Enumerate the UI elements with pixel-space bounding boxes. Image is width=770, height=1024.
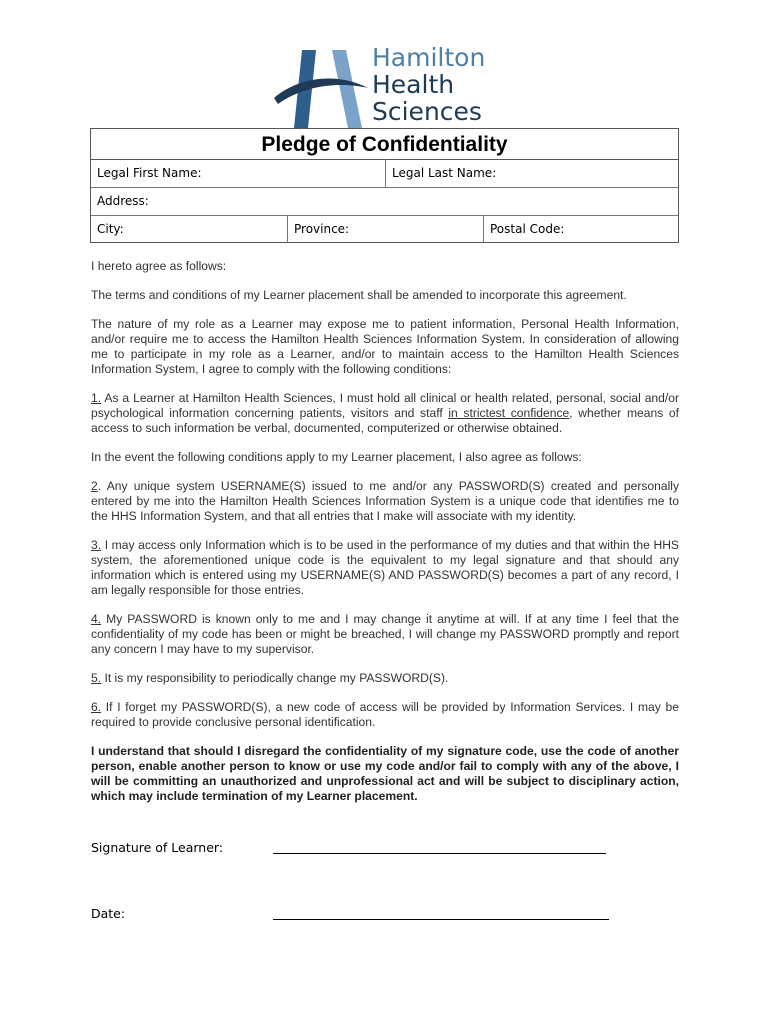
logo-line-2: Health — [372, 70, 455, 99]
pledge-body — [91, 259, 679, 818]
hhs-logo — [272, 44, 502, 128]
logo-line-3: Sciences — [372, 97, 482, 126]
condition-6-text: If I forget my PASSWORD(S), a new code of access will be provided by Information Services. I may be required to provide conclusive personal identification. — [91, 700, 679, 729]
date-line[interactable] — [273, 919, 609, 920]
event-paragraph: In the event the following conditions apply to my Learner placement, I also agree as follows: — [91, 450, 582, 464]
city-field[interactable]: City: — [97, 222, 124, 236]
condition-4 — [91, 612, 679, 657]
condition-1-text-a: As a Learner at Hamilton Health Sciences, I must hold all clinical or health related, personal, social and/or psychological information concerning patients, visitors and staff — [91, 391, 679, 420]
date-label: Date: — [91, 906, 126, 921]
condition-6 — [91, 700, 679, 730]
intro-paragraph: I hereto agree as follows: — [91, 259, 227, 273]
condition-3-number: 3. — [91, 538, 102, 552]
last-name-field[interactable]: Legal Last Name: — [385, 159, 680, 187]
condition-1-underlined: in strictest confidence — [448, 406, 570, 420]
condition-6-number: 6. — [91, 700, 102, 714]
condition-2 — [91, 479, 679, 524]
terms-paragraph: The terms and conditions of my Learner placement shall be amended to incorporate this agreement. — [91, 288, 627, 302]
condition-2-number: 2 — [91, 479, 98, 493]
condition-3 — [91, 538, 679, 598]
condition-4-text: My PASSWORD is known only to me and I may change it anytime at will. If at any time I feel that the confidentiality of my code has been or might be breached, I will change my PASSWORD promptly and report any concern I may have to my supervisor. — [91, 612, 679, 656]
condition-5 — [91, 671, 679, 686]
address-row — [91, 187, 678, 216]
hhs-logo-mark-icon — [272, 48, 372, 132]
condition-2-text: . Any unique system USERNAME(S) issued to me and/or any PASSWORD(S) created and personally entered by me into the Hamilton Health Sciences Information System is a unique code that identifies me to the HHS Information System, and that all entries that I make will associate with my identity. — [91, 479, 679, 523]
condition-5-text: It is my responsibility to periodically change my PASSWORD(S). — [101, 671, 449, 685]
signature-line[interactable] — [273, 853, 606, 854]
logo-line-1: Hamilton — [372, 43, 486, 72]
condition-4-number: 4. — [91, 612, 102, 626]
first-name-field[interactable]: Legal First Name: — [97, 166, 202, 180]
logo-wordmark — [372, 44, 485, 125]
condition-5-number: 5. — [91, 671, 102, 685]
condition-3-text: I may access only Information which is to be used in the performance of my duties and that within the HHS system, the aforementioned unique code is the equivalent to my legal signature and that should any information which is entered using my USERNAME(S) AND PASSWORD(S) becomes a part of any record, I am legally responsible for those entries. — [91, 538, 679, 597]
personal-info-form — [90, 128, 679, 243]
name-row — [91, 159, 678, 188]
postal-code-field[interactable]: Postal Code: — [483, 215, 680, 243]
condition-1-number: 1. — [91, 391, 102, 405]
location-row — [91, 215, 678, 243]
condition-1 — [91, 391, 679, 436]
signature-label: Signature of Learner: — [91, 840, 224, 855]
province-field[interactable]: Province: — [287, 215, 483, 243]
address-field[interactable]: Address: — [97, 194, 149, 208]
condition-1-text-b: , whether means of access to such information be verbal, documented, computerized or otherwise obtained. — [91, 406, 679, 435]
role-paragraph: The nature of my role as a Learner may expose me to patient information, Personal Health Information, and/or require me to access the Hamilton Health Sciences Information System. In consideration of allowing me to participate in my role as a Learner, and/or to maintain access to the Hamilton Health Sciences Information System, I agree to comply with the following conditions: — [91, 317, 679, 376]
acknowledgement-paragraph: I understand that should I disregard the confidentiality of my signature code, use the code of another person, enable another person to know or use my code and/or fail to comply with any of the above, I will be committing an unauthorized and unprofessional act and will be subject to disciplinary action, which may include termination of my Learner placement. — [91, 744, 679, 803]
form-title: Pledge of Confidentiality — [91, 129, 678, 160]
